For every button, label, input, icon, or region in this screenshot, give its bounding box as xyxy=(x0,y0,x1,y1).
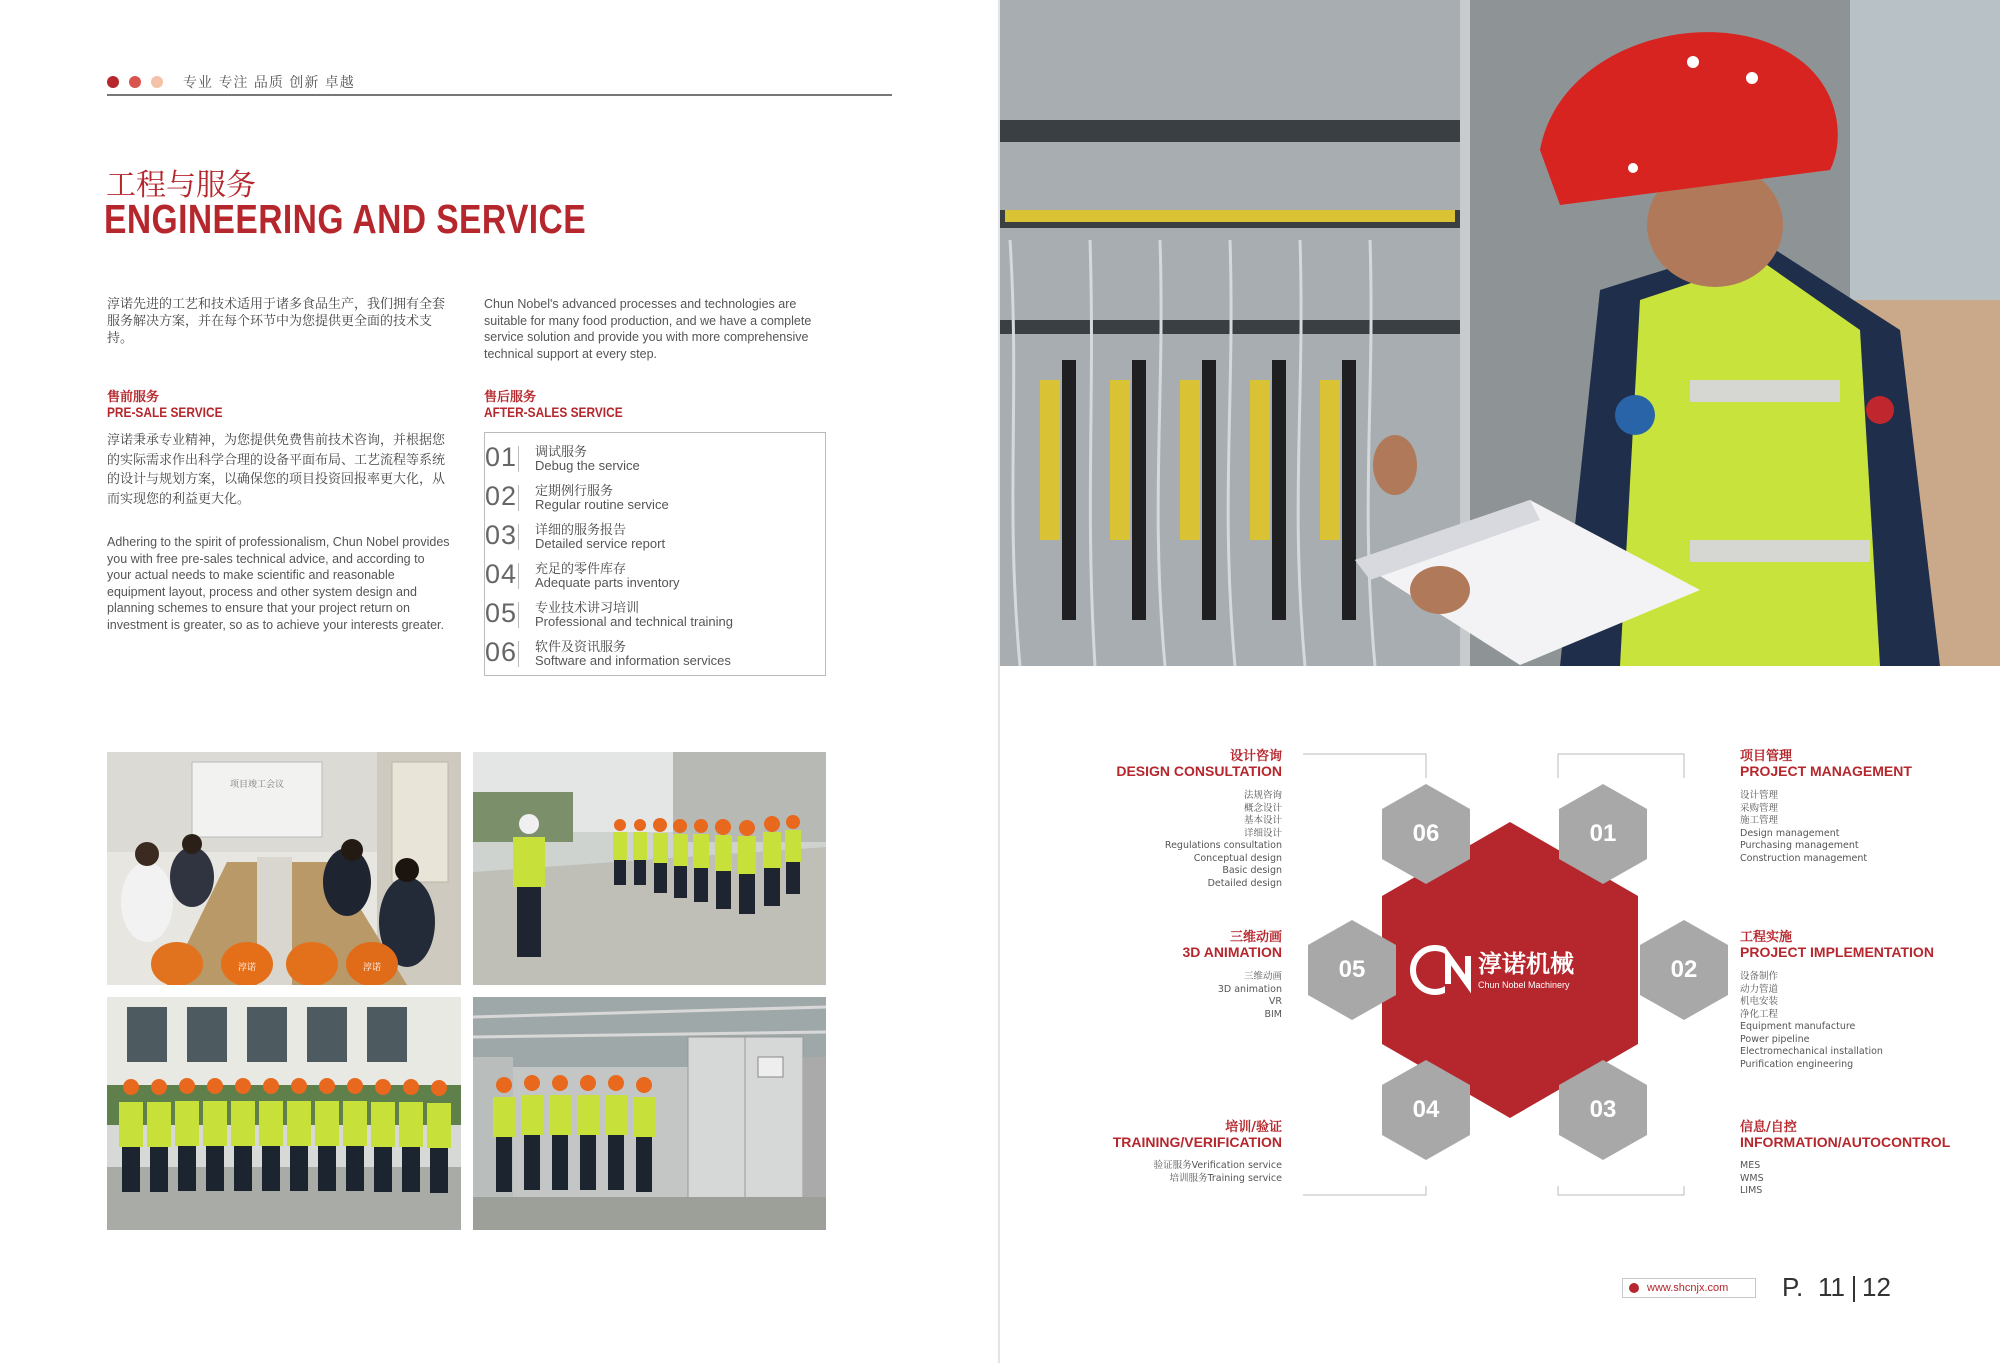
item-divider xyxy=(518,602,519,628)
header-bar xyxy=(107,72,892,96)
helmet-text: 淳诺 xyxy=(237,963,257,973)
photo-engineer-cabinet xyxy=(1000,0,2000,666)
photo-group xyxy=(107,997,461,1230)
item-number: 03 xyxy=(485,520,518,550)
hexagon-02-label: 02 xyxy=(1670,956,1698,983)
presale-body-en: Adhering to the spirit of professionalism, Chun Nobel provides you with free pre-sales technical advice, and according to your actual needs to make scientific and reasonable equipment layout, process and other system design and planning schemes to ensure that your project return on investment is greater, so as to achieve your interests greater. xyxy=(107,535,450,632)
item-divider xyxy=(518,446,519,472)
training-list: 验证服务Verification service 培训服务Training service xyxy=(1153,1160,1282,1184)
item-label-cn: 详细的服务报告 xyxy=(535,523,627,538)
item-divider xyxy=(518,641,519,667)
item-number: 05 xyxy=(485,598,518,628)
implementation-list: 设备制作 动力管道 机电安装 净化工程 Equipment manufacture Power pipeline Electromechanical installation Purification engineering xyxy=(1740,971,1883,1070)
item-label-en: Professional and technical training xyxy=(535,614,734,629)
photo-factory-group xyxy=(473,997,826,1230)
item-label-en: Debug the service xyxy=(535,458,640,473)
list-item xyxy=(485,557,825,595)
item-label-cn: 专业技术讲习培训 xyxy=(535,601,640,616)
hexagon-06-label: 06 xyxy=(1412,820,1440,847)
header-dot-icon xyxy=(107,76,119,88)
presale-body-cn: 淳诺秉承专业精神，为您提供免费售前技术咨询，并根据您的实际需求作出科学合理的设备平面布局、工艺流程等系统的设计与规划方案，以确保您的项目投资回报率更大化，从而实现您的利益更大化。 xyxy=(107,433,446,507)
item-number: 01 xyxy=(485,442,518,472)
item-label-en: Detailed service report xyxy=(535,536,666,551)
left-page xyxy=(0,0,998,1363)
helmet-text: 淳诺 xyxy=(362,963,382,973)
list-item xyxy=(485,479,825,517)
header-dot-icon xyxy=(129,76,141,88)
page-number-divider xyxy=(1853,1276,1855,1302)
item-number: 04 xyxy=(485,559,518,589)
information-list: MES WMS LIMS xyxy=(1740,1160,1764,1196)
project-list: 设计管理 采购管理 施工管理 Design management Purchasing management Construction management xyxy=(1740,790,1868,864)
item-label-cn: 调试服务 xyxy=(535,445,588,460)
intro-cn: 淳诺先进的工艺和技术适用于诸多食品生产，我们拥有全套服务解决方案，并在每个环节中为您提供更全面的技术支持。 xyxy=(107,297,446,346)
page-prefix: P. xyxy=(1782,1272,1804,1302)
photo-meeting xyxy=(107,752,461,985)
header-dot-icon xyxy=(151,76,163,88)
information-title-en: INFORMATION/AUTOCONTROL xyxy=(1740,1134,1951,1150)
item-divider xyxy=(518,563,519,589)
website-link[interactable] xyxy=(1622,1278,1756,1298)
website-url: www.shcnjx.com xyxy=(1647,1282,1729,1294)
logo-name-en: Chun Nobel Machinery xyxy=(1478,980,1570,990)
item-number: 02 xyxy=(485,481,518,511)
intro-en: Chun Nobel's advanced processes and technologies are suitable for many food production, and we have a complete service solution and provide you with more comprehensive technical support at every step. xyxy=(484,297,812,361)
training-title-en: TRAINING/VERIFICATION xyxy=(1112,1134,1282,1150)
list-item xyxy=(485,596,825,634)
item-divider xyxy=(518,524,519,550)
list-item xyxy=(485,635,825,673)
item-divider xyxy=(518,485,519,511)
item-label-en: Regular routine service xyxy=(535,497,669,512)
presale-title-en: PRE-SALE SERVICE xyxy=(107,404,223,420)
item-number: 06 xyxy=(485,637,518,667)
item-label-en: Adequate parts inventory xyxy=(535,575,680,590)
animation-title-en: 3D ANIMATION xyxy=(1182,944,1282,960)
meeting-screen-text: 项目竣工会议 xyxy=(229,780,285,790)
training-title-cn: 培训/验证 xyxy=(1225,1120,1282,1135)
design-title-cn: 设计咨询 xyxy=(1229,749,1282,764)
page-number-left: 11 xyxy=(1818,1272,1845,1302)
design-list: 法规咨询 概念设计 基本设计 详细设计 Regulations consultation Conceptual design Basic design Detailed design xyxy=(1164,790,1282,889)
header-divider xyxy=(107,94,892,96)
item-label-cn: 充足的零件库存 xyxy=(535,562,627,577)
list-item xyxy=(485,518,825,556)
item-label-en: Software and information services xyxy=(535,653,731,668)
page-title-en: ENGINEERING AND SERVICE xyxy=(104,196,587,242)
logo-name-cn: 淳诺机械 xyxy=(1478,950,1574,978)
page-title-cn: 工程与服务 xyxy=(106,168,256,203)
design-title-en: DESIGN CONSULTATION xyxy=(1116,763,1282,779)
item-label-cn: 定期例行服务 xyxy=(535,484,614,499)
aftersale-title-cn: 售后服务 xyxy=(484,390,537,405)
hexagon-01-label: 01 xyxy=(1589,820,1617,847)
aftersale-title-en: AFTER-SALES SERVICE xyxy=(484,404,623,420)
animation-title-cn: 三维动画 xyxy=(1229,930,1282,945)
project-title-en: PROJECT MANAGEMENT xyxy=(1740,763,1912,779)
right-page xyxy=(1000,0,2000,1363)
item-label-cn: 软件及资讯服务 xyxy=(535,640,627,655)
hexagon-03-label: 03 xyxy=(1589,1096,1617,1123)
presale-title-cn: 售前服务 xyxy=(107,390,160,405)
implementation-title-cn: 工程实施 xyxy=(1740,930,1793,945)
hexagon-04-label: 04 xyxy=(1412,1096,1440,1123)
project-title-cn: 项目管理 xyxy=(1740,749,1793,764)
globe-icon xyxy=(1629,1283,1639,1293)
header-tagline: 专业 专注 品质 创新 卓越 xyxy=(183,75,355,91)
page-number-right: 12 xyxy=(1862,1272,1891,1302)
information-title-cn: 信息/自控 xyxy=(1740,1120,1797,1135)
photo-outdoor-lineup xyxy=(473,752,826,985)
animation-list: 三维动画 3D animation VR BIM xyxy=(1217,971,1282,1020)
aftersale-list xyxy=(484,432,826,676)
implementation-title-en: PROJECT IMPLEMENTATION xyxy=(1740,944,1934,960)
list-item xyxy=(485,440,825,478)
hexagon-05-label: 05 xyxy=(1338,956,1366,983)
